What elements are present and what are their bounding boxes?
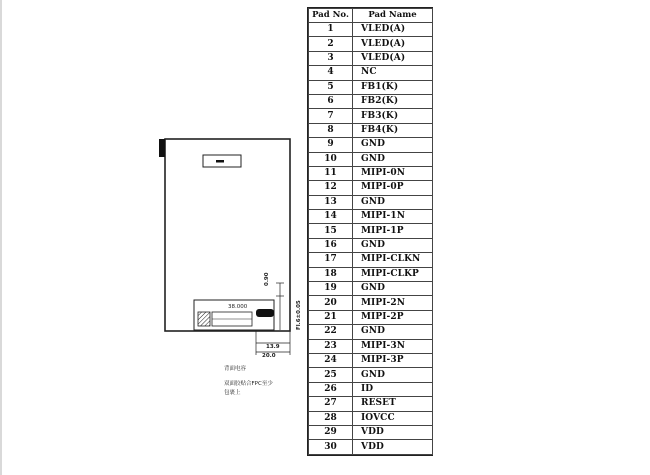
pad-number: 28 [309, 411, 353, 425]
table-row [309, 368, 433, 382]
pad-number: 12 [309, 181, 353, 195]
connector-pill [256, 309, 274, 317]
pad-number: 15 [309, 224, 353, 238]
table-row [309, 123, 433, 137]
table-row [309, 310, 433, 324]
pad-number: 27 [309, 397, 353, 411]
fpc-label: 38.000 [228, 304, 248, 310]
pad-name: VDD [353, 425, 433, 439]
table-row [309, 440, 433, 454]
table-row [309, 80, 433, 94]
pad-number: 5 [309, 80, 353, 94]
pad-name: GND [353, 152, 433, 166]
table-row [309, 23, 433, 37]
table-row [309, 411, 433, 425]
pad-no-header: Pad No. [309, 9, 353, 23]
pad-name: IOVCC [353, 411, 433, 425]
table-row [309, 51, 433, 65]
note-line-3: 包裹上 [224, 390, 241, 396]
pad-name: MIPI-CLKP [353, 267, 433, 281]
table-row [309, 397, 433, 411]
pad-number: 14 [309, 210, 353, 224]
pad-number: 30 [309, 440, 353, 454]
pad-number: 22 [309, 325, 353, 339]
table-row [309, 181, 433, 195]
pad-name: RESET [353, 397, 433, 411]
table-row [309, 382, 433, 396]
corner-tab [159, 139, 165, 157]
table-row [309, 210, 433, 224]
pad-name: ID [353, 382, 433, 396]
hatched-adhesive [198, 312, 210, 326]
pad-number: 1 [309, 23, 353, 37]
pad-name: MIPI-2N [353, 296, 433, 310]
pad-number: 20 [309, 296, 353, 310]
pad-number: 26 [309, 382, 353, 396]
pad-number: 8 [309, 123, 353, 137]
pad-number: 6 [309, 94, 353, 108]
pad-name: GND [353, 195, 433, 209]
pad-name: GND [353, 368, 433, 382]
note-line-2: 双面胶贴合FPC至少 [224, 381, 273, 387]
dim-label-vertical-top: 0.90 [264, 272, 270, 286]
pad-number: 17 [309, 253, 353, 267]
pad-name: VDD [353, 440, 433, 454]
pad-name: FB3(K) [353, 109, 433, 123]
table-row [309, 282, 433, 296]
module-outline [165, 139, 290, 331]
pad-name: GND [353, 138, 433, 152]
pad-name: MIPI-1P [353, 224, 433, 238]
pad-table [308, 8, 433, 455]
pad-number: 21 [309, 310, 353, 324]
pad-number: 4 [309, 66, 353, 80]
table-row [309, 195, 433, 209]
table-row [309, 325, 433, 339]
table-row [309, 339, 433, 353]
table-row [309, 152, 433, 166]
pad-number: 3 [309, 51, 353, 65]
pad-number: 19 [309, 282, 353, 296]
pad-number: 11 [309, 166, 353, 180]
pad-name: MIPI-3N [353, 339, 433, 353]
pad-table-frame [307, 7, 433, 456]
pad-name-header: Pad Name [353, 9, 433, 23]
pad-name: FB1(K) [353, 80, 433, 94]
dim-label-bottom-1: 13.9 [266, 344, 280, 350]
table-row [309, 425, 433, 439]
table-row [309, 166, 433, 180]
table-row [309, 138, 433, 152]
table-row [309, 37, 433, 51]
pad-name: MIPI-0N [353, 166, 433, 180]
pad-name: MIPI-1N [353, 210, 433, 224]
pad-number: 24 [309, 353, 353, 367]
table-row [309, 238, 433, 252]
pad-table-body [309, 23, 433, 455]
table-row [309, 353, 433, 367]
pad-name: MIPI-3P [353, 353, 433, 367]
pad-name: FB4(K) [353, 123, 433, 137]
pad-number: 29 [309, 425, 353, 439]
table-row [309, 94, 433, 108]
dim-label-bottom-2: 20.0 [262, 353, 276, 359]
pad-name: VLED(A) [353, 23, 433, 37]
pad-table-header-row [309, 9, 433, 23]
table-row [309, 296, 433, 310]
pad-number: 16 [309, 238, 353, 252]
table-row [309, 109, 433, 123]
pad-name: GND [353, 325, 433, 339]
pad-number: 25 [309, 368, 353, 382]
top-slot-mark [216, 160, 224, 163]
table-row [309, 253, 433, 267]
pad-name: GND [353, 238, 433, 252]
pad-name: VLED(A) [353, 37, 433, 51]
pad-name: FB2(K) [353, 94, 433, 108]
note-line-1: 背面电容 [224, 366, 247, 372]
pad-number: 2 [309, 37, 353, 51]
table-row [309, 224, 433, 238]
pad-number: 23 [309, 339, 353, 353]
table-row [309, 267, 433, 281]
pad-name: MIPI-0P [353, 181, 433, 195]
pad-number: 18 [309, 267, 353, 281]
pad-number: 13 [309, 195, 353, 209]
dim-label-vertical-right: Fl.6±0.05 [296, 300, 302, 330]
table-row [309, 66, 433, 80]
pad-number: 9 [309, 138, 353, 152]
pad-name: MIPI-CLKN [353, 253, 433, 267]
pad-name: GND [353, 282, 433, 296]
pad-name: MIPI-2P [353, 310, 433, 324]
pad-name: VLED(A) [353, 51, 433, 65]
pad-number: 7 [309, 109, 353, 123]
pad-name: NC [353, 66, 433, 80]
pad-number: 10 [309, 152, 353, 166]
